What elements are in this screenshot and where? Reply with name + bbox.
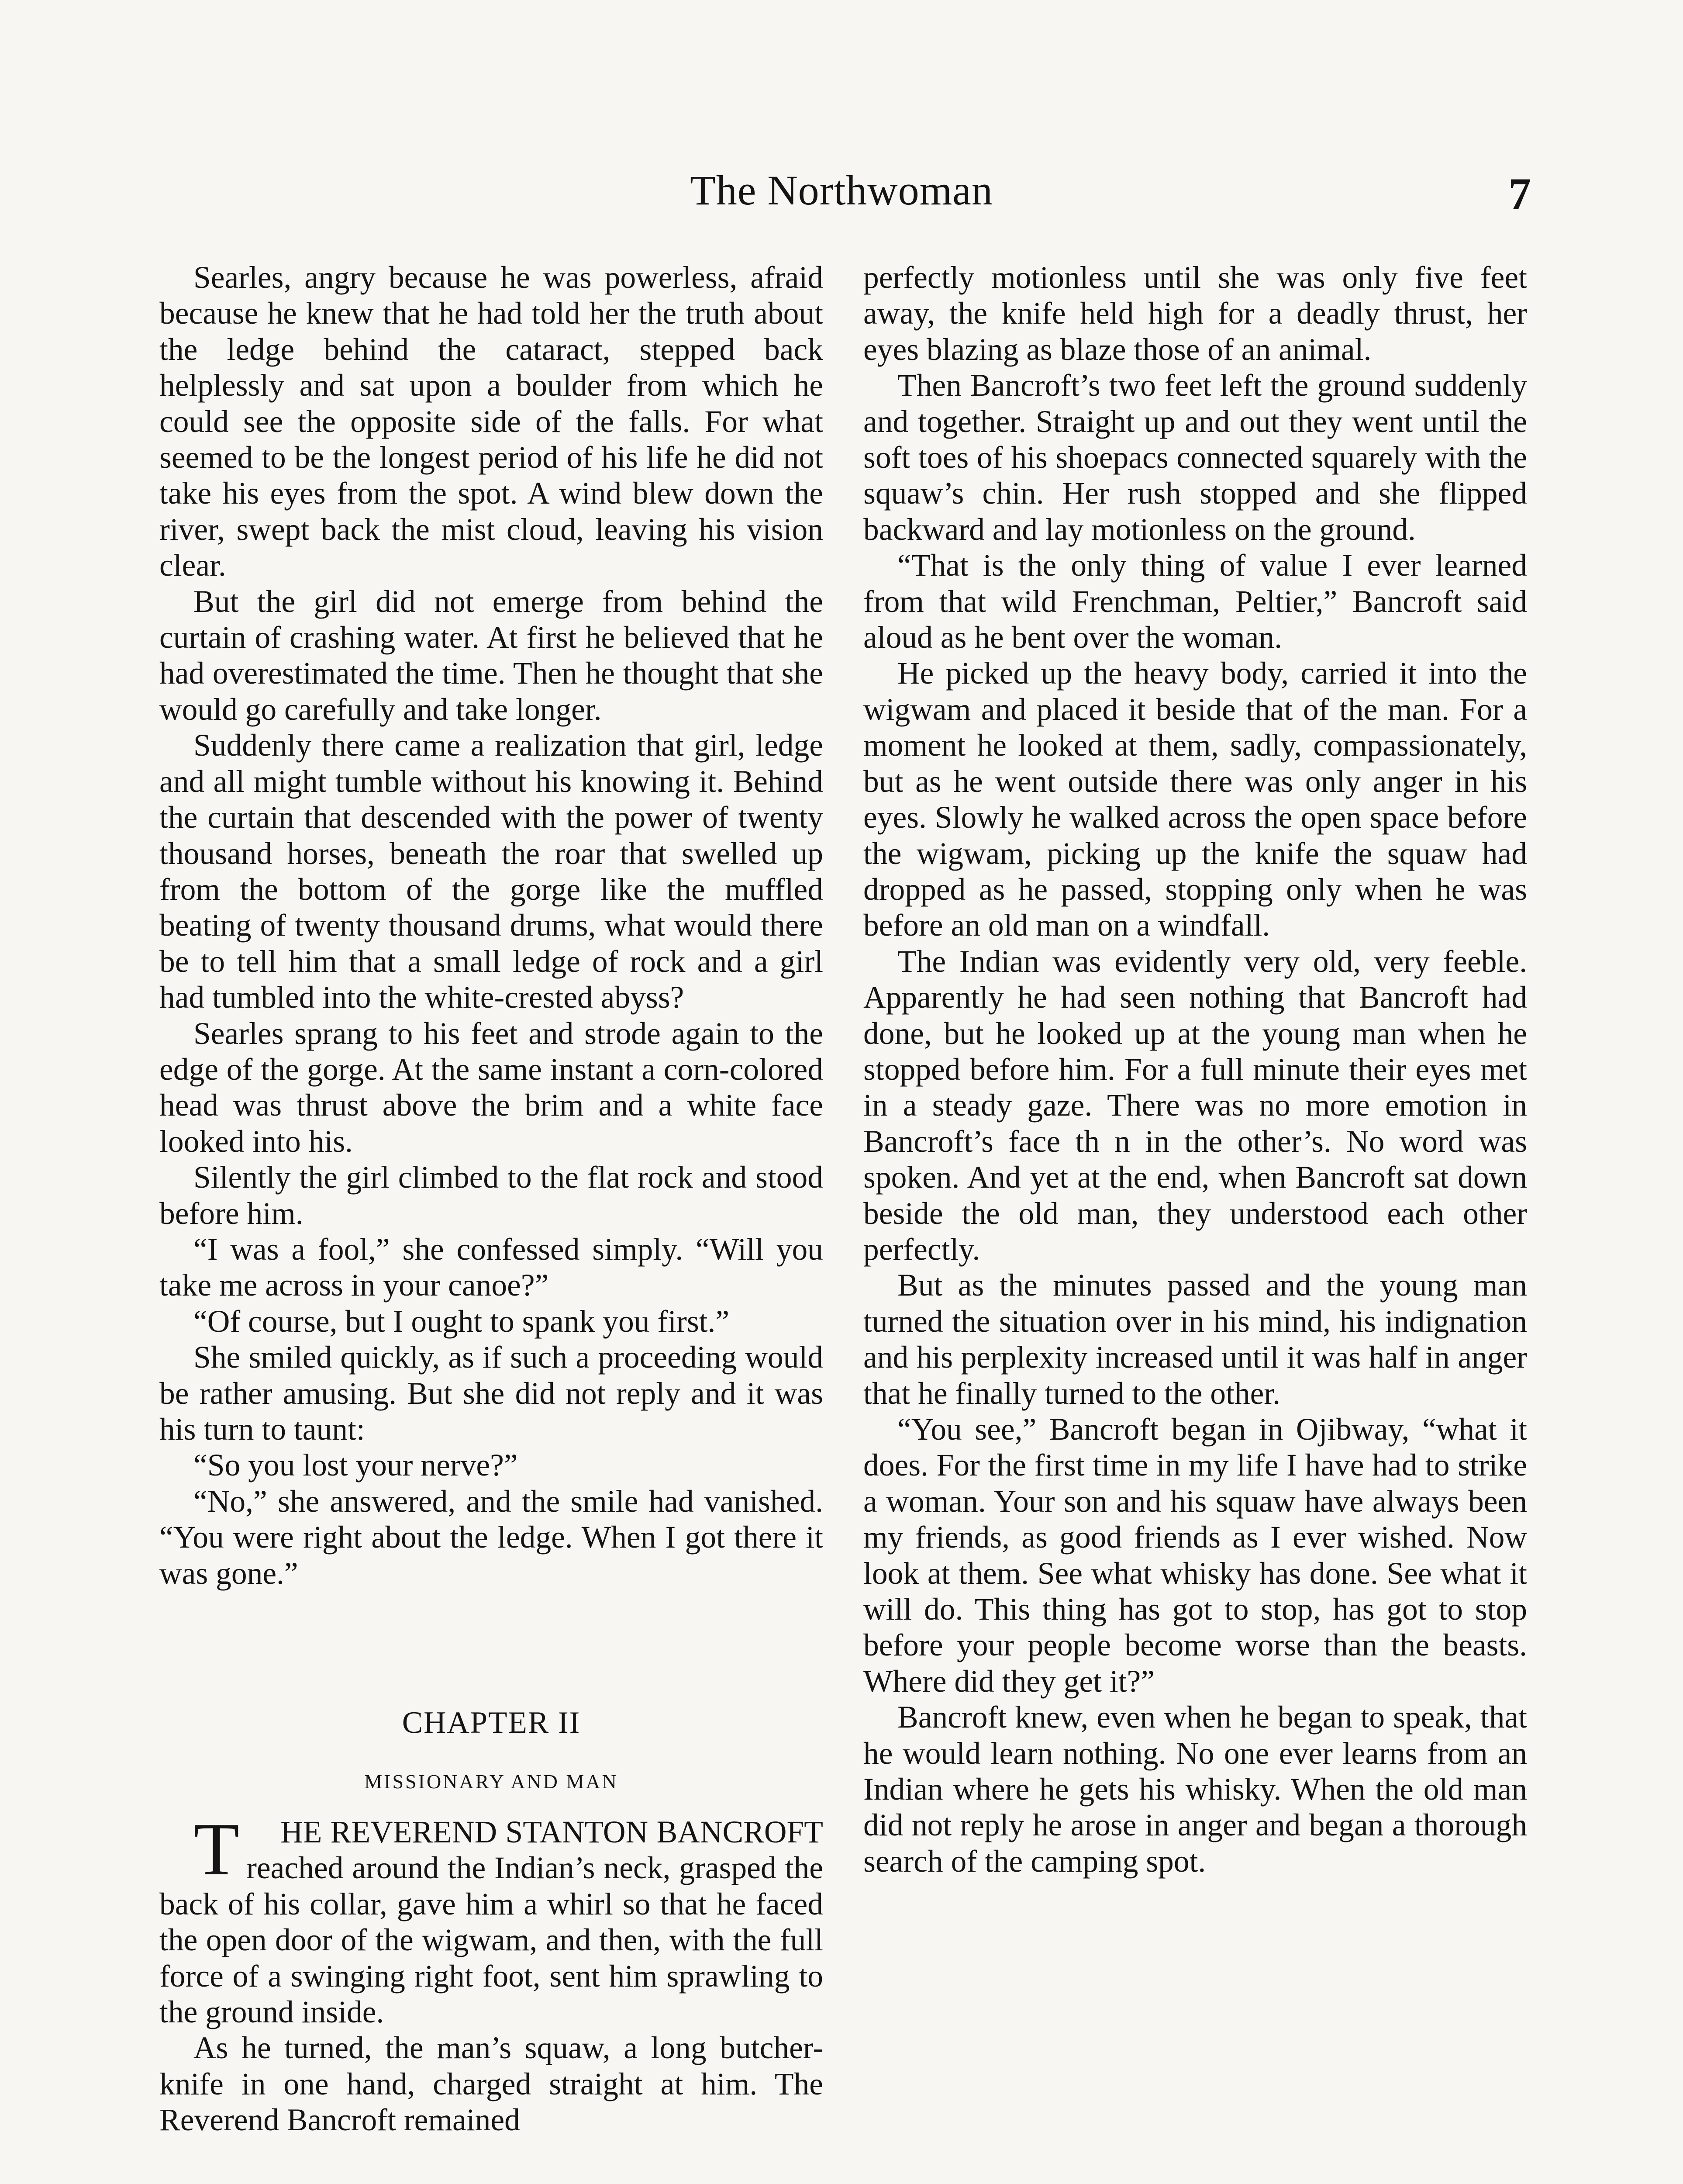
body-paragraph: Then Bancroft’s two feet left the ground suddenly and together. Straight up and out they went until the soft toes of his shoepacs connected squarely with the squaw’s chin. Her rush stopped and she flipped backward and lay motionless on the ground. <box>863 368 1527 547</box>
body-paragraph: “That is the only thing of value I ever learned from that wild Frenchman, Peltier,” Bancroft said aloud as he bent over the woman. <box>863 548 1527 655</box>
body-paragraph: As he turned, the man’s squaw, a long butcher-knife in one hand, charged straight at him. The Reverend Bancroft remained <box>159 2031 823 2138</box>
body-paragraph: Suddenly there came a realization that girl, ledge and all might tumble without his knowing it. Behind the curtain that descended with the power of twenty thousand horses, beneath the roar that swelled up from the bottom of the gorge like the muffled beating of twenty thousand drums, what would there be to tell him that a small ledge of rock and a girl had tumbled into the white-crested abyss? <box>159 728 823 1015</box>
chapter-heading: CHAPTER II <box>402 1706 581 1740</box>
page-number: 7 <box>1508 169 1531 219</box>
body-paragraph: She smiled quickly, as if such a proceeding would be rather amusing. But she did not reply and it was his turn to taunt: <box>159 1340 823 1447</box>
body-paragraph: “No,” she answered, and the smile had vanished. “You were right about the ledge. When I got there it was gone.” <box>159 1484 823 1591</box>
body-paragraph: Bancroft knew, even when he began to speak, that he would learn nothing. No one ever learns from an Indian where he gets his whisky. When the old man did not reply he arose in anger and began a thorough search of the camping spot. <box>863 1700 1527 1879</box>
chapter-opening-paragraph <box>159 1808 823 2030</box>
left-column <box>159 260 823 2139</box>
chapter-opening-text: HE REVEREND STANTON BANCROFT reached around the Indian’s neck, grasped the back of his collar, gave him a whirl so that he faced the open door of the wigwam, and then, with the full force of a swinging right foot, sent him sprawling to the ground inside. <box>159 1815 823 2030</box>
running-title: The Northwoman <box>690 167 993 214</box>
body-paragraph: “Of course, but I ought to spank you first.” <box>193 1304 730 1339</box>
body-paragraph: He picked up the heavy body, carried it into the wigwam and placed it beside that of the man. For a moment he looked at them, sadly, compassionately, but as he went outside there was only anger in his eyes. Slowly he walked across the open space before the wigwam, picking up the knife the squaw had dropped as he passed, stopping only when he was before an old man on a windfall. <box>863 656 1527 943</box>
body-paragraph: “So you lost your nerve?” <box>193 1448 518 1483</box>
body-paragraph: Searles sprang to his feet and strode again to the edge of the gorge. At the same instant a corn-colored head was thrust above the brim and a white face looked into his. <box>159 1016 823 1159</box>
right-column <box>863 260 1527 1880</box>
body-paragraph: “I was a fool,” she confessed simply. “Will you take me across in your canoe?” <box>159 1232 823 1303</box>
body-paragraph: The Indian was evidently very old, very feeble. Apparently he had seen nothing that Bancroft had done, but he looked up at the young man when he stopped before him. For a full minute their eyes met in a steady gaze. There was no more emotion in Bancroft’s face th n in the other’s. No word was spoken. And yet at the end, when Bancroft sat down beside the old man, they understood each other perfectly. <box>863 944 1527 1267</box>
chapter-subtitle: MISSIONARY AND MAN <box>364 1770 618 1793</box>
body-paragraph: But as the minutes passed and the young man turned the situation over in his mind, his indignation and his perplexity increased until it was half in anger that he finally turned to the other. <box>863 1268 1527 1411</box>
body-paragraph: Silently the girl climbed to the flat rock and stood before him. <box>159 1160 823 1231</box>
body-paragraph: “You see,” Bancroft began in Ojibway, “what it does. For the first time in my life I have had to strike a woman. Your son and his squaw have always been my friends, as good friends as I ever wished. Now look at them. See what whisky has done. See what it will do. This thing has got to stop, has got to stop before your people become worse than the beasts. Where did they get it?” <box>863 1412 1527 1699</box>
continued-paragraph: perfectly motionless until she was only five feet away, the knife held high for a deadly thrust, her eyes blazing as blaze those of an animal. <box>863 260 1527 367</box>
drop-cap: T <box>193 1808 240 1891</box>
body-paragraph: Searles, angry because he was powerless, afraid because he knew that he had told her the truth about the ledge behind the cataract, stepped back helplessly and sat upon a boulder from which he could see the opposite side of the falls. For what seemed to be the longest period of his life he did not take his eyes from the spot. A wind blew down the river, swept back the mist cloud, leaving his vision clear. <box>159 260 823 583</box>
body-paragraph: But the girl did not emerge from behind the curtain of crashing water. At first he believed that he had overestimated the time. Then he thought that she would go carefully and take longer. <box>159 584 823 727</box>
